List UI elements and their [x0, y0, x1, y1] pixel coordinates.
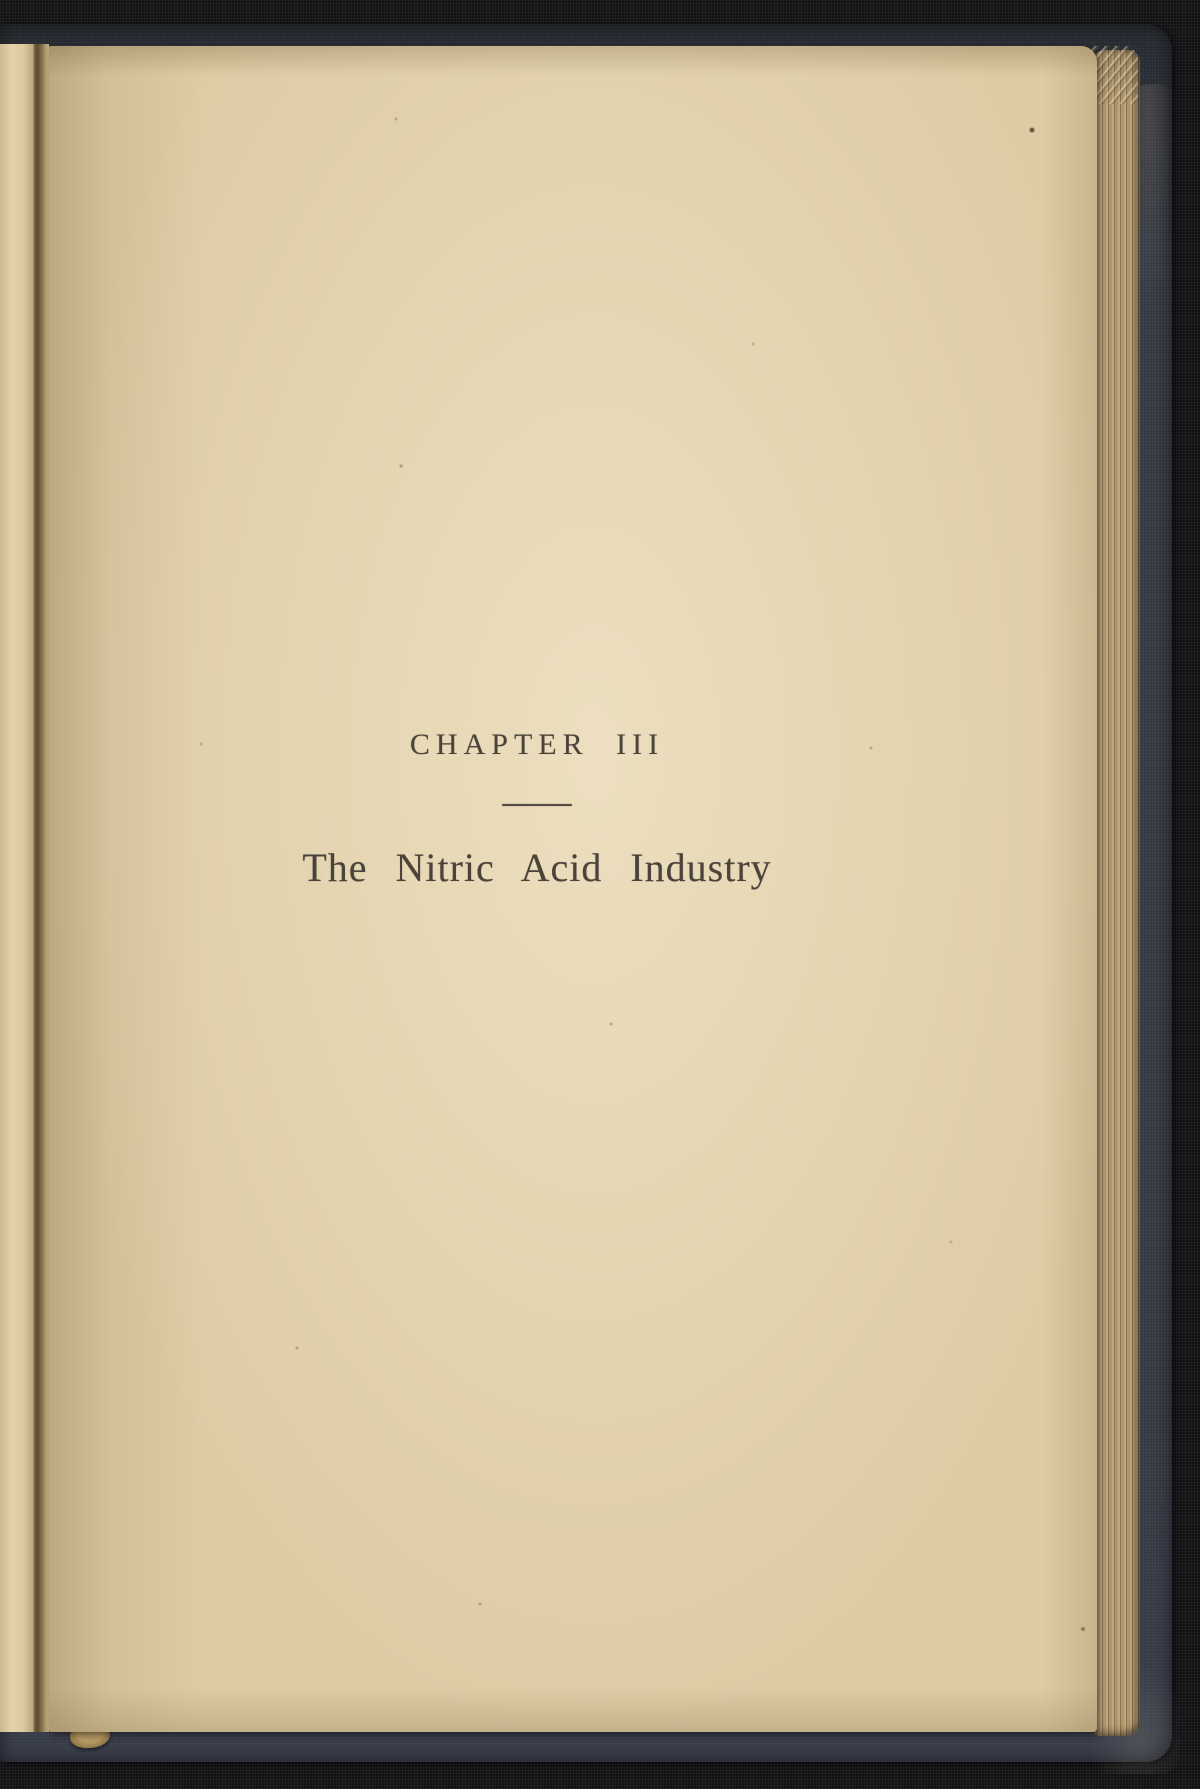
book-page: [49, 46, 1097, 1732]
chapter-heading: CHAPTER III: [409, 728, 665, 761]
adjacent-page-edge: [0, 44, 34, 1732]
divider-rule: [502, 804, 572, 806]
fore-edge-page-stack: [1094, 50, 1140, 1736]
gutter-shadow: [34, 44, 49, 1732]
chapter-title: The Nitric Acid Industry: [302, 845, 772, 890]
